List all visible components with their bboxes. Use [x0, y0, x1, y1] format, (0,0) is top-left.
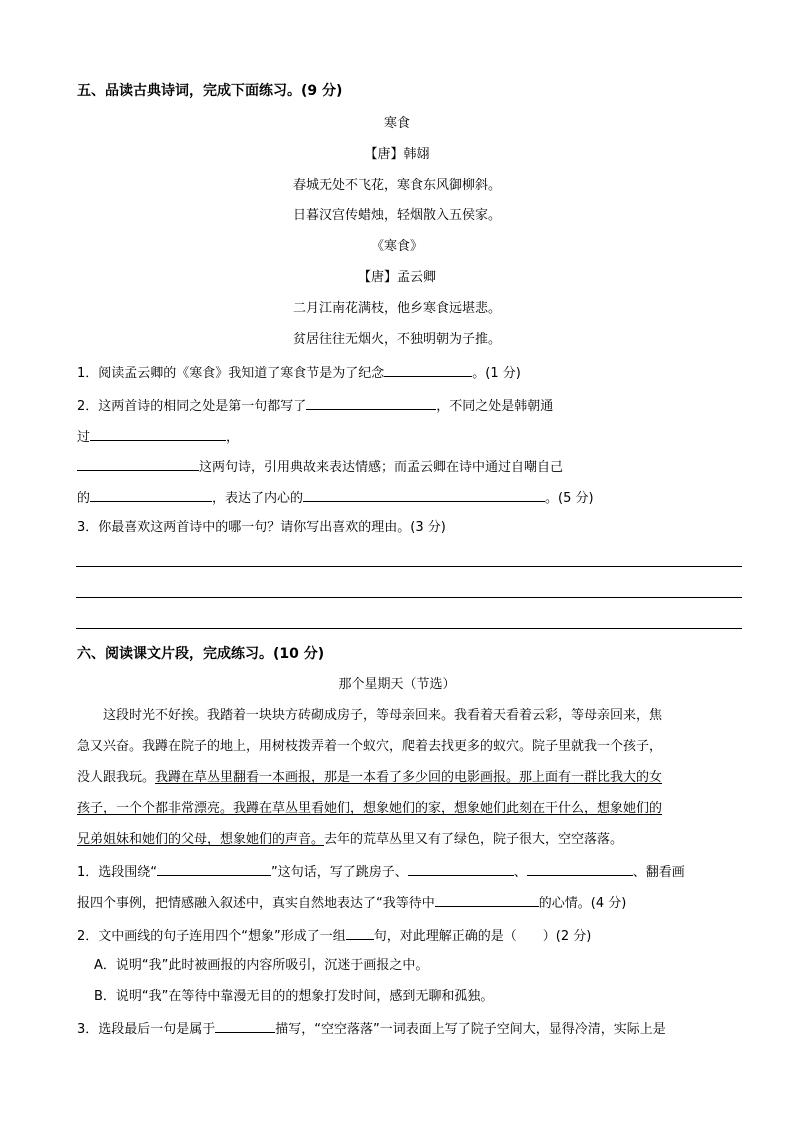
question-text: ，不同之处是韩朝通 — [436, 399, 554, 414]
answer-line-3[interactable] — [76, 628, 742, 629]
question-text: ”这句话，写了跳房子、 — [271, 865, 408, 880]
question-text: ，表达了内心的 — [212, 491, 304, 506]
passage-title: 那个星期天（节选） — [338, 677, 456, 692]
s5-question-2-line4 — [77, 488, 594, 508]
question-text: 3．选段最后一句是属于 — [77, 1022, 216, 1037]
answer-blank[interactable] — [215, 1019, 275, 1033]
question-text: 2．文中画线的句子连用四个“想象”形成了一组 — [77, 929, 346, 944]
underlined-sentence: 兄弟姐妹和她们的父母，想象她们的声音。 — [77, 832, 325, 847]
question-text: 句，对此理解正确的是（ ）(2 分) — [373, 929, 592, 944]
poem1-title: 寒食 — [383, 116, 410, 131]
question-text: ， — [226, 430, 240, 445]
answer-blank[interactable] — [90, 427, 226, 441]
section5-heading: 五、品读古典诗词，完成下面练习。(9 分) — [77, 83, 343, 99]
underlined-sentence: 我蹲在草丛里翻看一本画报，那是一本看了多少回的电影画报。那上面有一群比我大的女 — [155, 770, 663, 785]
passage-line-1: 这段时光不好挨。我踏着一块块方砖砌成房子，等母亲回来。我看着天看着云彩，等母亲回来，焦 — [103, 708, 663, 723]
passage-text: 去年的荒草丛里又有了绿色，院子很大，空空落落。 — [324, 832, 624, 847]
passage-line-4: 孩子，一个个都非常漂亮。我蹲在草丛里看她们，想象她们的家，想象她们此刻在干什么，想象她们的 — [77, 801, 663, 816]
s6-question-1-line2 — [77, 893, 626, 913]
answer-blank[interactable] — [435, 893, 539, 907]
poem2-line1: 二月江南花满枝，他乡寒食远堪悲。 — [292, 301, 501, 316]
question-text: 、翻看画 — [632, 865, 685, 880]
s6-question-3 — [77, 1019, 666, 1039]
answer-blank[interactable] — [157, 862, 271, 876]
passage-line-3 — [77, 769, 662, 787]
poem2-title: 《寒食》 — [370, 239, 423, 254]
answer-blank[interactable] — [408, 862, 514, 876]
answer-blank[interactable] — [306, 396, 436, 410]
answer-blank[interactable] — [527, 862, 633, 876]
section6-heading: 六、阅读课文片段，完成练习。(10 分) — [77, 646, 325, 662]
s5-question-1 — [77, 363, 521, 383]
s5-question-2-line3 — [77, 457, 563, 477]
question-text: 过 — [77, 430, 91, 445]
poem1-author: 【唐】韩翃 — [364, 147, 430, 162]
poem2-author: 【唐】孟云卿 — [357, 270, 436, 285]
passage-text: 没人跟我玩。 — [77, 770, 156, 785]
s6-question-2-option-b[interactable]: B．说明“我”在等待中靠漫无目的的想象打发时间，感到无聊和孤独。 — [94, 989, 494, 1004]
answer-blank[interactable] — [384, 363, 472, 377]
question-text: 、 — [513, 865, 527, 880]
question-text: 描写，“空空落落”一词表面上写了院子空间大，显得冷清，实际上是 — [275, 1022, 666, 1037]
answer-blank[interactable] — [303, 488, 545, 502]
answer-line-1[interactable] — [76, 566, 742, 567]
question-text: 的 — [77, 491, 91, 506]
question-text: 这两句诗，引用典故来表达情感；而孟云卿在诗中通过自嘲自己 — [199, 460, 564, 475]
s6-question-2-option-a[interactable]: A．说明“我”此时被画报的内容所吸引，沉迷于画报之中。 — [94, 958, 429, 973]
s6-question-2 — [77, 926, 591, 946]
answer-blank[interactable] — [77, 457, 199, 471]
passage-line-2: 急又兴奋。我蹲在院子的地上，用树枝拨弄着一个蚁穴，爬着去找更多的蚁穴。院子里就我一个孩子， — [77, 739, 663, 754]
s5-question-2-line2 — [77, 427, 239, 447]
question-text: 的心情。(4 分) — [538, 896, 627, 911]
answer-blank[interactable] — [346, 926, 374, 940]
poem1-line2: 日暮汉宫传蜡烛，轻烟散入五侯家。 — [292, 208, 501, 223]
poem1-line1: 春城无处不飞花，寒食东风御柳斜。 — [292, 178, 501, 193]
s6-question-1-line1 — [77, 862, 685, 882]
question-text: 2．这两首诗的相同之处是第一句都写了 — [77, 399, 307, 414]
question-text: 。(5 分) — [545, 491, 594, 506]
question-text: 1．阅读孟云卿的《寒食》我知道了寒食节是为了纪念 — [77, 366, 385, 381]
answer-line-2[interactable] — [76, 597, 742, 598]
s5-question-2-line1 — [77, 396, 553, 416]
answer-blank[interactable] — [90, 488, 212, 502]
question-text: 1．选段围绕“ — [77, 865, 158, 880]
poem2-line2: 贫居往往无烟火，不独明朝为子推。 — [292, 332, 501, 347]
question-text: 报四个事例，把情感融入叙述中，真实自然地表达了“我等待中 — [77, 896, 435, 911]
question-text: 。(1 分) — [472, 366, 521, 381]
passage-line-5 — [77, 831, 623, 849]
s5-question-3: 3．你最喜欢这两首诗中的哪一句？请你写出喜欢的理由。(3 分) — [77, 520, 446, 535]
